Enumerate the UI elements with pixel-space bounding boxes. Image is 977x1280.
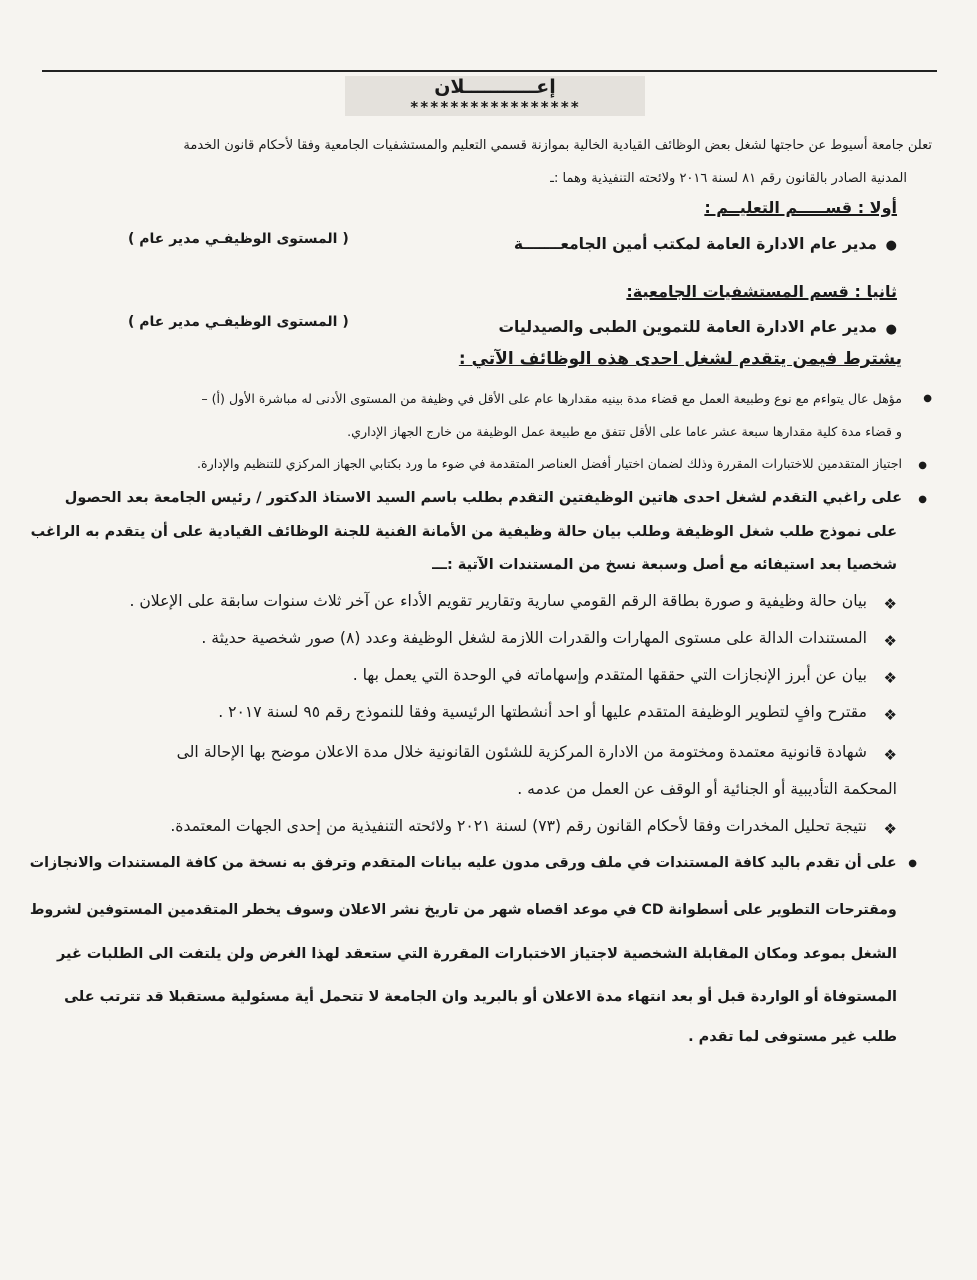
closing-line-5: طلب غير مستوفى لما تقدم . <box>688 1029 897 1045</box>
diamond-bullet-icon: ❖ <box>883 746 897 764</box>
disc-bullet-icon: ● <box>918 460 927 471</box>
disc-bullet-icon: ● <box>885 238 897 253</box>
closing-line-3: الشغل بموعد ومكان المقابلة الشخصية لاجتياز الاختبارات المقررة التي ستعقد لهذا الغرض ولن يلتفت الى الطلبات غير <box>57 946 897 962</box>
document-5-line-2: المحكمة التأديبية أو الجنائية أو الوقف عن العمل من عدمه . <box>517 780 897 798</box>
page-title: إعـــــــــــلان <box>434 76 556 98</box>
document-1: بيان حالة وظيفية و صورة بطاقة الرقم القومي سارية وتقارير تقويم الأداء عن آخر ثلاث سنوات سابقة على الإعلان . <box>129 592 867 610</box>
section-2-heading-text: ثانيا : قسم المستشفيات الجامعية: <box>626 282 897 301</box>
conditions-heading: يشترط فيمن يتقدم لشغل احدى هذه الوظائف الآتي : <box>458 349 902 369</box>
document-6: نتيجة تحليل المخدرات وفقا لأحكام القانون رقم (٧٣) لسنة ٢٠٢١ ولائحته التنفيذية من إحدى الجهات المعتمدة. <box>170 817 867 835</box>
section-2-heading <box>626 282 897 301</box>
section-2-level: ( المستوى الوظيفـي مدير عام ) <box>128 314 349 330</box>
disc-bullet-icon: ● <box>885 322 897 337</box>
condition-1-line-1: مؤهل عال يتواءم مع نوع وطبيعة العمل مع قضاء مدة بينيه مقدارها عام على الأقل في وظيفة من المستوى الأدنى له مباشرة الأول (أ) – <box>201 391 902 406</box>
condition-3-line-1: على راغبي التقدم لشغل احدى هاتين الوظيفتين التقدم بطلب باسم السيد الاستاذ الدكتور / رئيس الجامعة بعد الحصول <box>64 490 902 506</box>
section-1-level: ( المستوى الوظيفـي مدير عام ) <box>128 231 349 247</box>
intro-line-2: المدنية الصادر بالقانون رقم ٨١ لسنة ٢٠١٦ ولائحته التنفيذية وهما :ـ <box>550 171 907 186</box>
diamond-bullet-icon: ❖ <box>883 706 897 724</box>
closing-line-1: على أن تقدم باليد كافة المستندات في ملف ورقى مدون عليه بيانات المتقدم وترفق به نسخة من كافة المستندات والانجازات <box>30 855 897 871</box>
document-3: بيان عن أبرز الإنجازات التي حققها المتقدم وإسهاماته في الوحدة التي يعمل بها . <box>352 666 867 684</box>
condition-1-line-2: و قضاء مدة كلية مقدارها سبعة عشر عاما على الأقل تتفق مع طبيعة عمل الوظيفة من خارج الجهاز الإداري. <box>347 424 902 439</box>
condition-3-line-2: على نموذج طلب شغل الوظيفة وطلب بيان حالة وظيفية من الأمانة الفنية للجنة الوظائف القيادية على أن يتقدم به الراغب <box>30 524 897 540</box>
diamond-bullet-icon: ❖ <box>883 669 897 687</box>
diamond-bullet-icon: ❖ <box>883 595 897 613</box>
disc-bullet-icon: ● <box>908 858 917 869</box>
document-4: مقترح وافٍ لتطوير الوظيفة المتقدم عليها أو احد أنشطتها الرئيسية وفقا للنموذج رقم ٩٥ لسنة ٢٠١٧ . <box>218 703 867 721</box>
title-stars: ***************** <box>409 98 581 116</box>
closing-line-2: ومقترحات التطوير على أسطوانة CD في موعد اقصاه شهر من تاريخ نشر الاعلان وسوف يخطر المتقدمين المستوفين لشروط <box>30 902 897 918</box>
diamond-bullet-icon: ❖ <box>883 820 897 838</box>
top-rule <box>42 70 937 72</box>
section-2-job: مدير عام الادارة العامة للتموين الطبى والصيدليات <box>498 318 877 336</box>
intro-line-1: تعلن جامعة أسيوط عن حاجتها لشغل بعض الوظائف القيادية الخالية بموازنة قسمي التعليم والمستشفيات الجامعية وفقا لأحكام قانون الخدمة <box>183 138 932 153</box>
section-1-heading <box>704 198 897 217</box>
document-5-line-1: شهادة قانونية معتمدة ومختومة من الادارة المركزية للشئون القانونية خلال مدة الاعلان موضح بها الإحالة الى <box>176 743 867 761</box>
section-1-job: مدير عام الادارة العامة لمكتب أمين الجامعـــــــة <box>513 235 877 253</box>
section-1-heading-text: أولا : قســـــم التعليــم : <box>704 198 897 217</box>
disc-bullet-icon: ● <box>923 393 932 404</box>
closing-line-4: المستوفاة أو الواردة قبل أو بعد انتهاء مدة الاعلان أو بالبريد وان الجامعة لا تتحمل أية مسئولية مستقبلا قد تترتب على <box>64 989 897 1005</box>
diamond-bullet-icon: ❖ <box>883 632 897 650</box>
condition-3-line-3: شخصيا بعد استيفائه مع أصل وسبعة نسخ من المستندات الآتية :ـــ <box>432 557 897 573</box>
condition-2: اجتياز المتقدمين للاختبارات المقررة وذلك لضمان اختيار أفضل العناصر المتقدمة في ضوء ما ورد بكتابي الجهاز المركزي للتنظيم والإدارة. <box>197 456 902 471</box>
document-2: المستندات الدالة على مستوى المهارات والقدرات اللازمة لشغل الوظيفة وعدد (٨) صور شخصية حديثة . <box>201 629 867 647</box>
disc-bullet-icon: ● <box>918 494 927 505</box>
